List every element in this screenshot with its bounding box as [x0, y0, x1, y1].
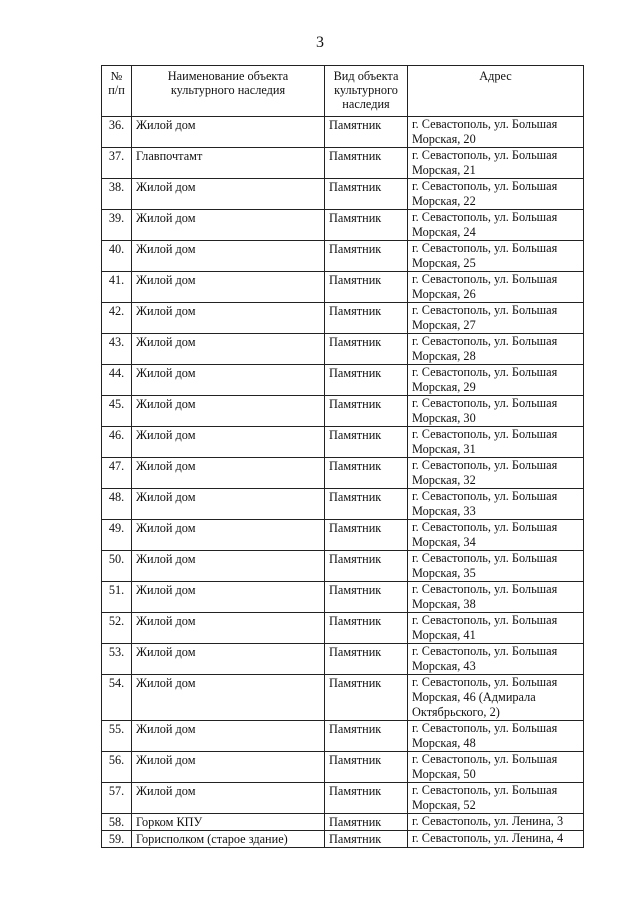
table-row	[102, 303, 584, 334]
object-name-cell: Жилой дом	[132, 520, 325, 551]
table-row	[102, 148, 584, 179]
object-type-cell: Памятник	[325, 458, 408, 489]
table-row	[102, 210, 584, 241]
row-number-cell: 39.	[102, 210, 132, 241]
row-number-cell: 45.	[102, 396, 132, 427]
table-row	[102, 179, 584, 210]
row-number-cell: 40.	[102, 241, 132, 272]
row-number-cell: 51.	[102, 582, 132, 613]
table-row	[102, 721, 584, 752]
object-type-cell: Памятник	[325, 179, 408, 210]
address-cell: г. Севастополь, ул. Большая Морская, 33	[408, 489, 584, 520]
header-number: № п/п	[102, 66, 132, 117]
row-number-cell: 59.	[102, 831, 132, 848]
table-row	[102, 613, 584, 644]
object-name-cell: Жилой дом	[132, 613, 325, 644]
table-row	[102, 117, 584, 148]
table-row	[102, 644, 584, 675]
row-number-cell: 47.	[102, 458, 132, 489]
row-number-cell: 44.	[102, 365, 132, 396]
table-row	[102, 241, 584, 272]
object-name-cell: Жилой дом	[132, 241, 325, 272]
object-name-cell: Жилой дом	[132, 721, 325, 752]
row-number-cell: 43.	[102, 334, 132, 365]
object-type-cell: Памятник	[325, 814, 408, 831]
row-number-cell: 53.	[102, 644, 132, 675]
object-type-cell: Памятник	[325, 365, 408, 396]
object-type-cell: Памятник	[325, 241, 408, 272]
row-number-cell: 49.	[102, 520, 132, 551]
object-name-cell: Жилой дом	[132, 675, 325, 721]
object-type-cell: Памятник	[325, 675, 408, 721]
heritage-objects-table	[101, 65, 584, 848]
table-row	[102, 814, 584, 831]
table-row	[102, 458, 584, 489]
address-cell: г. Севастополь, ул. Большая Морская, 52	[408, 783, 584, 814]
address-cell: г. Севастополь, ул. Большая Морская, 32	[408, 458, 584, 489]
address-cell: г. Севастополь, ул. Большая Морская, 24	[408, 210, 584, 241]
row-number-cell: 50.	[102, 551, 132, 582]
object-type-cell: Памятник	[325, 721, 408, 752]
object-type-cell: Памятник	[325, 752, 408, 783]
object-name-cell: Горком КПУ	[132, 814, 325, 831]
object-name-cell: Жилой дом	[132, 582, 325, 613]
row-number-cell: 38.	[102, 179, 132, 210]
object-type-cell: Памятник	[325, 303, 408, 334]
address-cell: г. Севастополь, ул. Большая Морская, 30	[408, 396, 584, 427]
object-name-cell: Жилой дом	[132, 117, 325, 148]
object-type-cell: Памятник	[325, 427, 408, 458]
object-name-cell: Жилой дом	[132, 783, 325, 814]
table-row	[102, 272, 584, 303]
object-name-cell: Жилой дом	[132, 272, 325, 303]
object-name-cell: Жилой дом	[132, 551, 325, 582]
address-cell: г. Севастополь, ул. Большая Морская, 35	[408, 551, 584, 582]
object-name-cell: Жилой дом	[132, 752, 325, 783]
row-number-cell: 37.	[102, 148, 132, 179]
row-number-cell: 58.	[102, 814, 132, 831]
address-cell: г. Севастополь, ул. Большая Морская, 28	[408, 334, 584, 365]
table-body	[102, 117, 584, 848]
header-object-type: Вид объекта культурного наследия	[325, 66, 408, 117]
address-cell: г. Севастополь, ул. Большая Морская, 26	[408, 272, 584, 303]
address-cell: г. Севастополь, ул. Большая Морская, 50	[408, 752, 584, 783]
object-name-cell: Жилой дом	[132, 458, 325, 489]
object-name-cell: Жилой дом	[132, 303, 325, 334]
object-name-cell: Главпочтамт	[132, 148, 325, 179]
table-row	[102, 427, 584, 458]
row-number-cell: 48.	[102, 489, 132, 520]
object-name-cell: Жилой дом	[132, 396, 325, 427]
object-name-cell: Жилой дом	[132, 365, 325, 396]
address-cell: г. Севастополь, ул. Большая Морская, 21	[408, 148, 584, 179]
address-cell: г. Севастополь, ул. Большая Морская, 43	[408, 644, 584, 675]
address-cell: г. Севастополь, ул. Большая Морская, 29	[408, 365, 584, 396]
row-number-cell: 56.	[102, 752, 132, 783]
object-type-cell: Памятник	[325, 582, 408, 613]
object-name-cell: Горисполком (старое здание)	[132, 831, 325, 848]
object-name-cell: Жилой дом	[132, 427, 325, 458]
object-name-cell: Жилой дом	[132, 644, 325, 675]
address-cell: г. Севастополь, ул. Большая Морская, 41	[408, 613, 584, 644]
table-row	[102, 675, 584, 721]
object-type-cell: Памятник	[325, 520, 408, 551]
header-object-name: Наименование объекта культурного наследия	[132, 66, 325, 117]
table-header-row	[102, 66, 584, 117]
table-row	[102, 334, 584, 365]
address-cell: г. Севастополь, ул. Ленина, 3	[408, 814, 584, 831]
object-type-cell: Памятник	[325, 783, 408, 814]
row-number-cell: 57.	[102, 783, 132, 814]
address-cell: г. Севастополь, ул. Ленина, 4	[408, 831, 584, 848]
row-number-cell: 55.	[102, 721, 132, 752]
table-row	[102, 365, 584, 396]
object-type-cell: Памятник	[325, 396, 408, 427]
table-row	[102, 582, 584, 613]
address-cell: г. Севастополь, ул. Большая Морская, 22	[408, 179, 584, 210]
object-type-cell: Памятник	[325, 272, 408, 303]
row-number-cell: 46.	[102, 427, 132, 458]
address-cell: г. Севастополь, ул. Большая Морская, 31	[408, 427, 584, 458]
row-number-cell: 36.	[102, 117, 132, 148]
row-number-cell: 54.	[102, 675, 132, 721]
address-cell: г. Севастополь, ул. Большая Морская, 34	[408, 520, 584, 551]
table-row	[102, 752, 584, 783]
object-name-cell: Жилой дом	[132, 334, 325, 365]
object-name-cell: Жилой дом	[132, 489, 325, 520]
address-cell: г. Севастополь, ул. Большая Морская, 20	[408, 117, 584, 148]
table-row	[102, 783, 584, 814]
object-type-cell: Памятник	[325, 210, 408, 241]
table-row	[102, 831, 584, 848]
table-row	[102, 396, 584, 427]
row-number-cell: 52.	[102, 613, 132, 644]
object-type-cell: Памятник	[325, 489, 408, 520]
page-number: 3	[316, 34, 324, 51]
address-cell: г. Севастополь, ул. Большая Морская, 25	[408, 241, 584, 272]
address-cell: г. Севастополь, ул. Большая Морская, 38	[408, 582, 584, 613]
row-number-cell: 41.	[102, 272, 132, 303]
object-type-cell: Памятник	[325, 644, 408, 675]
table-row	[102, 489, 584, 520]
row-number-cell: 42.	[102, 303, 132, 334]
object-type-cell: Памятник	[325, 613, 408, 644]
object-name-cell: Жилой дом	[132, 210, 325, 241]
table-row	[102, 520, 584, 551]
table-row	[102, 551, 584, 582]
object-type-cell: Памятник	[325, 551, 408, 582]
address-cell: г. Севастополь, ул. Большая Морская, 27	[408, 303, 584, 334]
address-cell: г. Севастополь, ул. Большая Морская, 48	[408, 721, 584, 752]
object-type-cell: Памятник	[325, 117, 408, 148]
header-address: Адрес	[408, 66, 584, 117]
address-cell: г. Севастополь, ул. Большая Морская, 46 (Адмирала Октябрьского, 2)	[408, 675, 584, 721]
object-type-cell: Памятник	[325, 334, 408, 365]
object-type-cell: Памятник	[325, 148, 408, 179]
object-type-cell: Памятник	[325, 831, 408, 848]
object-name-cell: Жилой дом	[132, 179, 325, 210]
